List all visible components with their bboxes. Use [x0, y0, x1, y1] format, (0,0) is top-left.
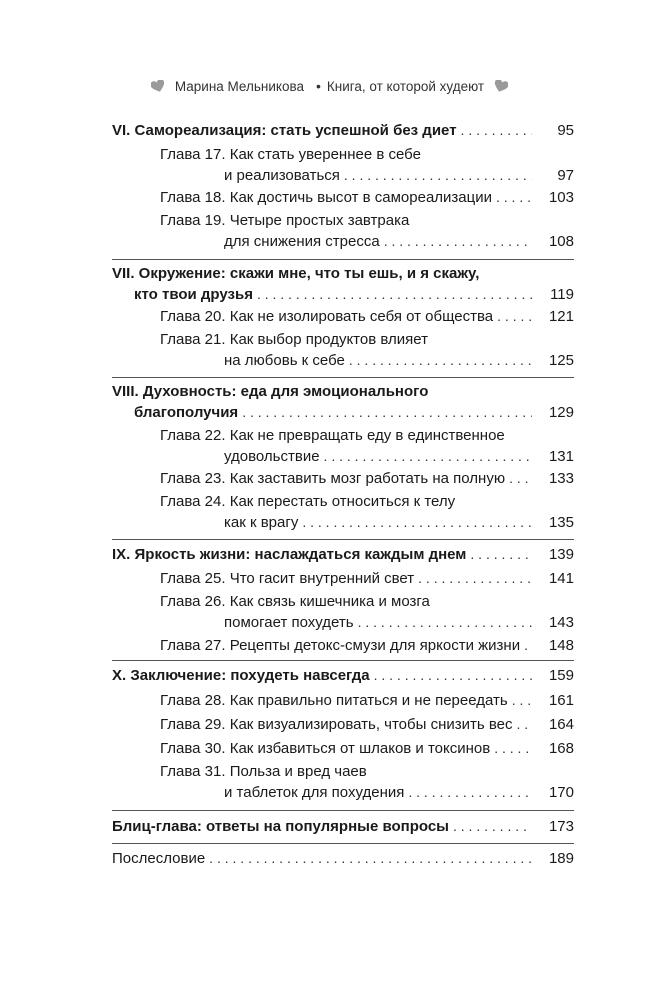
toc-chapter-25[interactable]: [112, 568, 574, 588]
toc-entry-title-cont: помогает похудеть: [224, 614, 354, 631]
toc-chapter-27[interactable]: [112, 635, 574, 655]
toc-entry-title: VIII. Духовность: еда для эмоционального: [112, 383, 429, 400]
leader-dots: [324, 446, 532, 466]
leader-dots: [461, 120, 532, 140]
chapter-label: Глава 25.: [160, 570, 226, 587]
toc-entry-title: Что гасит внутренний свет: [229, 570, 415, 587]
toc-chapter-23[interactable]: [112, 468, 574, 488]
leader-dots: [209, 848, 532, 868]
toc-entry-title-cont: для снижения стресса: [224, 233, 380, 250]
toc-entry-title: Польза и вред чаев: [229, 763, 367, 780]
running-header: [0, 74, 659, 98]
toc-entry-title-cont: и таблеток для похудения: [224, 784, 405, 801]
leader-dots: [470, 544, 532, 564]
toc-entry-title: Как достичь высот в самореализации: [229, 189, 492, 206]
toc-entry-title-cont: благополучия: [134, 404, 239, 421]
toc-chapter-18[interactable]: [112, 187, 574, 207]
toc-entry-title: Как не превращать еду в единственное: [229, 427, 505, 444]
toc-chapter-30[interactable]: [112, 738, 574, 758]
leader-dots: [418, 568, 532, 588]
chapter-label: Глава 30.: [160, 740, 226, 757]
leader-dots: [494, 738, 532, 758]
toc-entry-title: Послесловие: [112, 850, 206, 867]
leader-dots: [384, 231, 532, 251]
toc-chapter-28[interactable]: [112, 690, 574, 710]
toc-chapter-31[interactable]: [112, 762, 574, 802]
section-divider: [112, 660, 574, 661]
chapter-label: Глава 22.: [160, 427, 226, 444]
toc-page-number: 164: [548, 716, 574, 733]
toc-part-ix[interactable]: [112, 544, 574, 564]
toc-entry-title: X. Заключение: похудеть навсегда: [112, 667, 370, 684]
leader-dots: [512, 690, 532, 710]
toc-page-number: 103: [548, 189, 574, 206]
leader-dots: [453, 816, 532, 836]
toc-part-viii[interactable]: [112, 382, 574, 422]
toc-entry-title-cont: кто твои друзья: [134, 286, 253, 303]
toc-entry-title: Как заставить мозг работать на полную: [229, 470, 506, 487]
toc-entry-title-cont: на любовь к себе: [224, 352, 345, 369]
toc-part-x[interactable]: [112, 665, 574, 685]
toc-page-number: 133: [548, 470, 574, 487]
toc-entry-title: IX. Яркость жизни: наслаждаться каждым днем: [112, 546, 467, 563]
toc-page-number: 161: [548, 692, 574, 709]
toc-page-number: 129: [548, 404, 574, 421]
toc-page-number: 121: [548, 308, 574, 325]
toc-entry-title: VI. Самореализация: стать успешной без диет: [112, 122, 457, 139]
chapter-label: Глава 31.: [160, 763, 226, 780]
toc-page-number: 168: [548, 740, 574, 757]
toc-page-number: 131: [548, 448, 574, 465]
section-divider: [112, 539, 574, 540]
chapter-label: Глава 19.: [160, 212, 226, 229]
chapter-label: Глава 29.: [160, 716, 226, 733]
chapter-label: Глава 26.: [160, 593, 226, 610]
header-separator: •: [316, 78, 321, 94]
toc-page-number: 135: [548, 514, 574, 531]
toc-page-number: 141: [548, 570, 574, 587]
section-divider: [112, 843, 574, 844]
leader-dots: [349, 350, 532, 370]
leader-dots: [408, 782, 532, 802]
toc-entry-title: Рецепты детокс-смузи для яркости жизни: [229, 637, 521, 654]
toc-entry-title: Блиц-глава: ответы на популярные вопросы: [112, 818, 449, 835]
header-author: Марина Мельникова: [174, 78, 304, 94]
toc-part-vii[interactable]: [112, 264, 574, 304]
toc-chapter-17[interactable]: [112, 145, 574, 185]
toc-page-number: 125: [548, 352, 574, 369]
leader-dots: [374, 665, 532, 685]
section-divider: [112, 377, 574, 378]
leader-dots: [302, 512, 532, 532]
toc-chapter-20[interactable]: [112, 306, 574, 326]
toc-chapter-19[interactable]: [112, 211, 574, 251]
toc-entry-title: Как визуализировать, чтобы снизить вес: [229, 716, 513, 733]
leader-dots: [242, 402, 532, 422]
toc-entry-title: Как перестать относиться к телу: [229, 493, 456, 510]
leader-dots: [524, 635, 532, 655]
chapter-label: Глава 17.: [160, 146, 226, 163]
section-divider: [112, 259, 574, 260]
toc-entry-title-cont: как к врагу: [224, 514, 299, 531]
toc-chapter-24[interactable]: [112, 492, 574, 532]
toc-page-number: 148: [548, 637, 574, 654]
toc-entry-title: Как правильно питаться и не переедать: [229, 692, 508, 709]
toc-entry-title: Как стать увереннее в себе: [229, 146, 421, 163]
toc-chapter-29[interactable]: [112, 714, 574, 734]
toc-page-number: 97: [557, 167, 574, 184]
toc-page-number: 143: [548, 614, 574, 631]
heart-icon: [494, 80, 508, 93]
toc-page-number: 159: [548, 667, 574, 684]
toc-page-number: 189: [548, 850, 574, 867]
leader-dots: [509, 468, 532, 488]
leader-dots: [358, 612, 532, 632]
leader-dots: [496, 187, 532, 207]
toc-entry-title: Четыре простых завтрака: [229, 212, 410, 229]
heart-icon: [151, 80, 165, 93]
toc-page-number: 139: [548, 546, 574, 563]
toc-entry-title: Как связь кишечника и мозга: [229, 593, 430, 610]
header-book-title: Книга, от которой худеют: [326, 78, 485, 94]
toc-chapter-22[interactable]: [112, 426, 574, 466]
toc-blitz-chapter[interactable]: [112, 816, 574, 836]
leader-dots: [257, 284, 532, 304]
toc-afterword[interactable]: [112, 848, 574, 868]
toc-entry-title: VII. Окружение: скажи мне, что ты ешь, и я скажу,: [112, 265, 480, 282]
leader-dots: [497, 306, 532, 326]
toc-chapter-26[interactable]: [112, 592, 574, 632]
chapter-label: Глава 21.: [160, 331, 226, 348]
section-divider: [112, 810, 574, 811]
chapter-label: Глава 20.: [160, 308, 226, 325]
toc-page-number: 170: [548, 784, 574, 801]
toc-entry-title: Как выбор продуктов влияет: [229, 331, 428, 348]
toc-page-number: 108: [548, 233, 574, 250]
leader-dots: [344, 165, 532, 185]
leader-dots: [516, 714, 532, 734]
toc-page-number: 173: [548, 818, 574, 835]
toc-part-vi[interactable]: [112, 120, 574, 140]
chapter-label: Глава 28.: [160, 692, 226, 709]
chapter-label: Глава 18.: [160, 189, 226, 206]
toc-chapter-21[interactable]: [112, 330, 574, 370]
chapter-label: Глава 24.: [160, 493, 226, 510]
chapter-label: Глава 27.: [160, 637, 226, 654]
toc-entry-title: Как не изолировать себя от общества: [229, 308, 494, 325]
toc-page-number: 119: [550, 286, 574, 303]
toc-entry-title-cont: и реализоваться: [224, 167, 340, 184]
toc-entry-title-cont: удовольствие: [224, 448, 320, 465]
chapter-label: Глава 23.: [160, 470, 226, 487]
toc-entry-title: Как избавиться от шлаков и токсинов: [229, 740, 491, 757]
toc-page-number: 95: [557, 122, 574, 139]
